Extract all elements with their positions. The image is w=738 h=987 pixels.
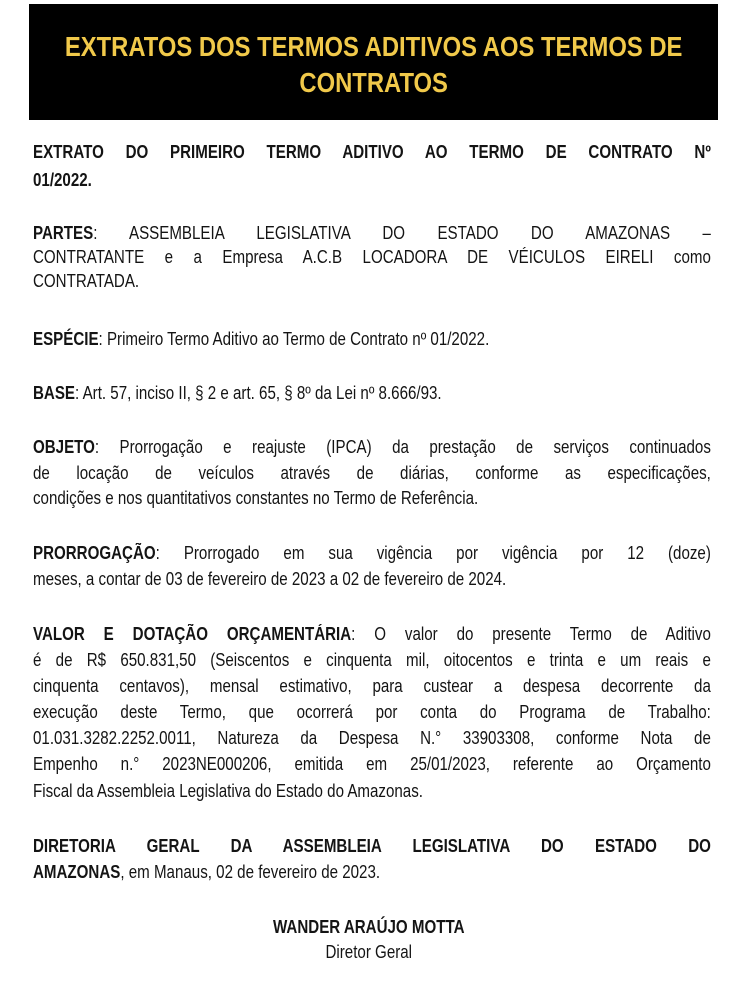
valor-line-2 (33, 650, 711, 670)
diretoria-bold: DIRETORIA GERAL DA ASSEMBLEIA LEGISLATIVA DO ESTADO DO (33, 836, 711, 856)
banner-title-line-1: EXTRATOS DOS TERMOS ADITIVOS AOS TERMOS DE (64, 31, 683, 62)
extract-title-text: 01/2022. (33, 170, 92, 190)
prorrogacao-label: PRORROGAÇÃO (33, 543, 156, 563)
header-banner (29, 4, 718, 120)
prorrogacao-line-1 (33, 543, 711, 563)
prorrogacao-text: : Prorrogado em sua vigência por vigência por 12 (doze) (155, 543, 711, 563)
especie-text: : Primeiro Termo Aditivo ao Termo de Contrato nº 01/2022. (98, 329, 490, 349)
valor-text: Empenho n.° 2023NE000206, emitida em 25/01/2023, referente ao Orçamento (33, 754, 711, 774)
valor-label: VALOR E DOTAÇÃO ORÇAMENTÁRIA (33, 624, 352, 644)
valor-text: : O valor do presente Termo de Aditivo (351, 624, 711, 644)
signature-role (0, 942, 738, 962)
especie-line (33, 329, 711, 349)
partes-text: CONTRATADA. (33, 271, 140, 291)
partes-text: : ASSEMBLEIA LEGISLATIVA DO ESTADO DO AMAZONAS – (93, 223, 711, 243)
valor-line-4 (33, 702, 711, 722)
prorrogacao-text: meses, a contar de 03 de fevereiro de 2023 a 02 de fevereiro de 2024. (33, 569, 507, 589)
base-line (33, 383, 711, 403)
especie-label: ESPÉCIE (33, 329, 99, 349)
partes-text: CONTRATANTE e a Empresa A.C.B LOCADORA DE VÉICULOS EIRELI como (33, 247, 711, 267)
objeto-line-1 (33, 437, 711, 457)
valor-line-6 (33, 754, 711, 774)
valor-line-3 (33, 676, 711, 696)
signature-role-text: Diretor Geral (325, 942, 413, 962)
diretoria-line-2 (33, 862, 711, 882)
valor-line-5 (33, 728, 711, 748)
base-text: : Art. 57, inciso II, § 2 e art. 65, § 8º da Lei nº 8.666/93. (75, 383, 442, 403)
partes-label: PARTES (33, 223, 94, 243)
valor-line-1 (33, 624, 711, 644)
partes-line-2 (33, 247, 711, 267)
valor-text: é de R$ 650.831,50 (Seiscentos e cinquenta mil, oitocentos e trinta e um reais e (33, 650, 711, 670)
base-label: BASE (33, 383, 76, 403)
signature-name (0, 917, 738, 937)
objeto-text: : Prorrogação e reajuste (IPCA) da prestação de serviços continuados (94, 437, 711, 457)
valor-text: 01.031.3282.2252.0011, Natureza da Despesa N.° 33903308, conforme Nota de (33, 728, 711, 748)
valor-text: Fiscal da Assembleia Legislativa do Estado do Amazonas. (33, 781, 423, 801)
objeto-line-2 (33, 463, 711, 483)
valor-text: cinquenta centavos), mensal estimativo, para custear a despesa decorrente da (33, 676, 711, 696)
signature-name-text: WANDER ARAÚJO MOTTA (273, 917, 465, 937)
extract-title-text: EXTRATO DO PRIMEIRO TERMO ADITIVO AO TERMO DE CONTRATO Nº (33, 142, 711, 162)
objeto-label: OBJETO (33, 437, 95, 457)
diretoria-line-1 (33, 836, 711, 856)
extract-title-line-2 (33, 170, 711, 190)
objeto-text: condições e nos quantitativos constantes no Termo de Referência. (33, 488, 479, 508)
prorrogacao-line-2 (33, 569, 711, 589)
diretoria-text: , em Manaus, 02 de fevereiro de 2023. (120, 862, 381, 882)
valor-line-7 (33, 781, 711, 801)
objeto-text: de locação de veículos através de diárias, conforme as especificações, (33, 463, 711, 483)
extract-title-line-1 (33, 142, 711, 162)
diretoria-bold: AMAZONAS (33, 862, 121, 882)
objeto-line-3 (33, 488, 711, 508)
partes-line-3 (33, 271, 711, 291)
banner-title-line-2: CONTRATOS (299, 67, 448, 98)
valor-text: execução deste Termo, que ocorrerá por conta do Programa de Trabalho: (33, 702, 711, 722)
partes-line-1 (33, 223, 711, 243)
